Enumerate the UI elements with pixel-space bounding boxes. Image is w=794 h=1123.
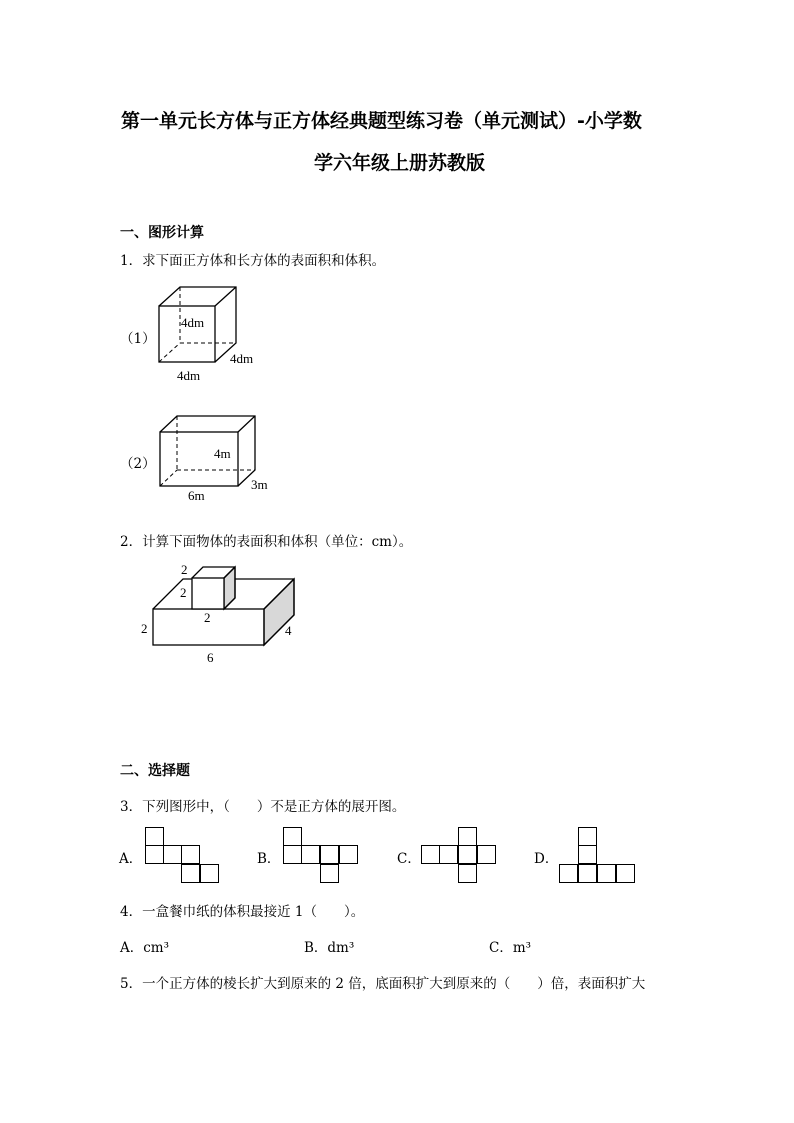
block-height-label: 2 bbox=[141, 621, 148, 636]
cuboid-width-label: 6m bbox=[188, 488, 205, 503]
section-heading-2: 二、选择题 bbox=[120, 763, 190, 779]
question-3-text: 3．下列图形中，（ ）不是正方体的展开图。 bbox=[120, 799, 406, 815]
block-depth-label: 4 bbox=[285, 623, 292, 638]
option-a-cm3[interactable]: A．cm³ bbox=[120, 940, 170, 956]
cuboid-height-label: 4m bbox=[214, 446, 231, 461]
figure-1-marker: （1） bbox=[120, 331, 156, 347]
small-cube-bottom-label: 2 bbox=[204, 610, 211, 625]
cube-width-label: 4dm bbox=[177, 368, 201, 383]
question-5-text: 5．一个正方体的棱长扩大到原来的 2 倍，底面积扩大到原来的（ ）倍，表面积扩大 bbox=[120, 976, 646, 992]
cube-depth-label: 4dm bbox=[230, 351, 254, 366]
page-title-line1: 第一单元长方体与正方体经典题型练习卷（单元测试）-小学数 bbox=[121, 110, 642, 132]
section-heading-1: 一、图形计算 bbox=[120, 225, 204, 241]
figure-2-marker: （2） bbox=[120, 456, 156, 472]
cuboid-depth-label: 3m bbox=[251, 477, 268, 492]
block-width-label: 6 bbox=[207, 650, 214, 665]
option-c-m3[interactable]: C．m³ bbox=[489, 940, 532, 956]
option-b-dm3[interactable]: B．dm³ bbox=[304, 940, 355, 956]
option-a-label[interactable]: A． bbox=[119, 851, 143, 867]
option-c-label[interactable]: C． bbox=[397, 851, 421, 867]
question-1-text: 1．求下面正方体和长方体的表面积和体积。 bbox=[120, 253, 386, 269]
question-2-text: 2．计算下面物体的表面积和体积（单位：cm）。 bbox=[120, 534, 413, 550]
small-cube-side-label: 2 bbox=[180, 585, 187, 600]
option-d-label[interactable]: D． bbox=[534, 851, 559, 867]
cube-height-label: 4dm bbox=[181, 315, 205, 330]
page-title-line2: 学六年级上册苏教版 bbox=[314, 152, 486, 174]
question-4-text: 4．一盒餐巾纸的体积最接近 1（ ）。 bbox=[120, 904, 365, 920]
option-b-label[interactable]: B． bbox=[257, 851, 281, 867]
small-cube-top-label: 2 bbox=[181, 562, 188, 577]
